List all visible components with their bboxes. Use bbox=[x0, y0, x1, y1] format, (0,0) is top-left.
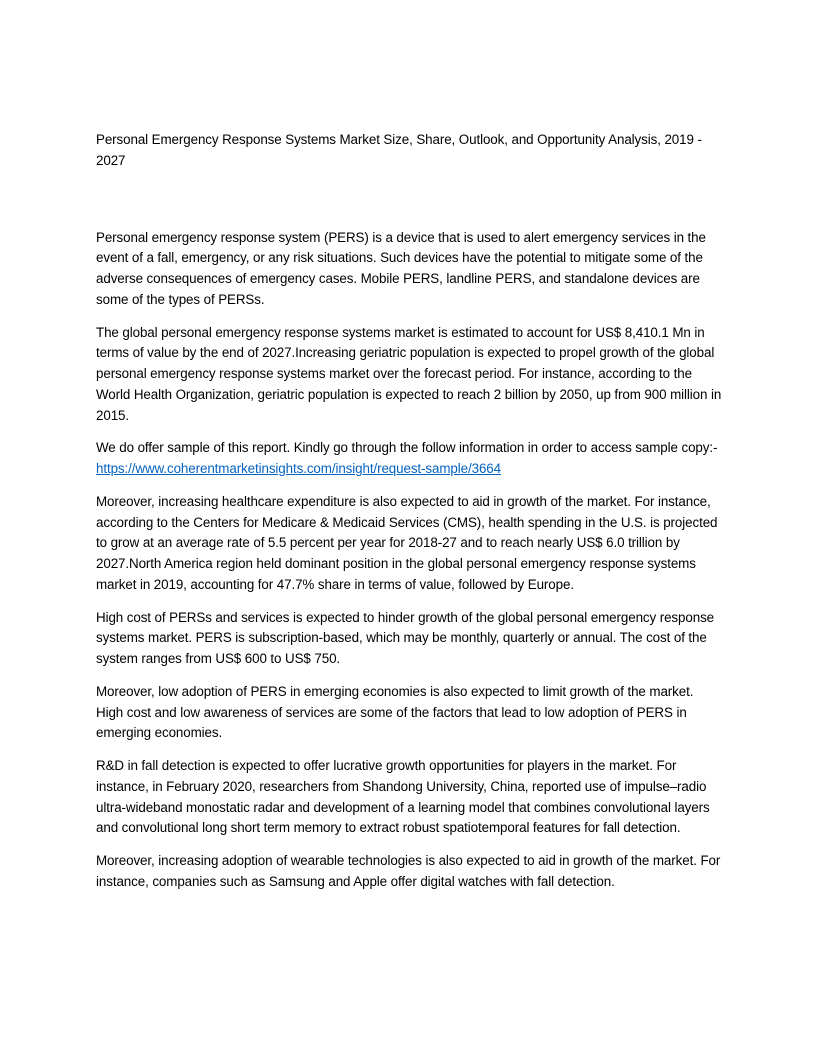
paragraph-low-adoption: Moreover, low adoption of PERS in emerging economies is also expected to limit growth of the market. High cost and low awareness of services are some of the factors that lead to low adoption of PERS in emerging economies. bbox=[96, 683, 694, 741]
document-title: Personal Emergency Response Systems Market Size, Share, Outlook, and Opportunity Analysis, 2019 - 2027 bbox=[96, 132, 702, 168]
sample-request-link[interactable]: https://www.coherentmarketinsights.com/insight/request-sample/3664 bbox=[96, 461, 501, 477]
paragraph-sample-request bbox=[96, 438, 724, 480]
title-spacer bbox=[96, 172, 724, 228]
paragraph-wearables: Moreover, increasing adoption of wearable technologies is also expected to aid in growth of the market. For instance, companies such as Samsung and Apple offer digital watches with fall detection. bbox=[96, 852, 721, 889]
paragraph-healthcare-expenditure: Moreover, increasing healthcare expenditure is also expected to aid in growth of the market. For instance, according to the Centers for Medicare & Medicaid Services (CMS), health spending in the U.S. is projected to grow at an average rate of 5.5 percent per year for 2018-27 and to reach nearly US$ 6.0 trillion by 2027.North America region held dominant position in the global personal emergency response systems market in 2019, accounting for 47.7% share in terms of value, followed by Europe. bbox=[96, 493, 718, 592]
paragraph-market-size: The global personal emergency response systems market is estimated to account for US$ 8,410.1 Mn in terms of value by the end of 2027.Increasing geriatric population is expected to propel growth of the global personal emergency response systems market over the forecast period. For instance, according to the World Health Organization, geriatric population is expected to reach 2 billion by 2050, up from 900 million in 2015. bbox=[96, 324, 722, 423]
document-body bbox=[96, 130, 724, 904]
paragraph-intro: Personal emergency response system (PERS) is a device that is used to alert emergency services in the event of a fall, emergency, or any risk situations. Such devices have the potential to mitigate some of the adverse consequences of emergency cases. Mobile PERS, landline PERS, and standalone devices are some of the types of PERSs. bbox=[96, 229, 706, 307]
sample-request-text: We do offer sample of this report. Kindly go through the follow information in order to access sample copy:- bbox=[96, 440, 718, 456]
paragraph-fall-detection-rnd: R&D in fall detection is expected to offer lucrative growth opportunities for players in the market. For instance, in February 2020, researchers from Shandong University, China, reported use of impulse–radio ultra-wideband monostatic radar and development of a learning model that combines convolutional layers and convolutional long short term memory to extract robust spatiotemporal features for fall detection. bbox=[96, 757, 710, 836]
paragraph-high-cost: High cost of PERSs and services is expected to hinder growth of the global personal emergency response systems market. PERS is subscription-based, which may be monthly, quarterly or annual. The cost of the system ranges from US$ 600 to US$ 750. bbox=[96, 609, 715, 667]
